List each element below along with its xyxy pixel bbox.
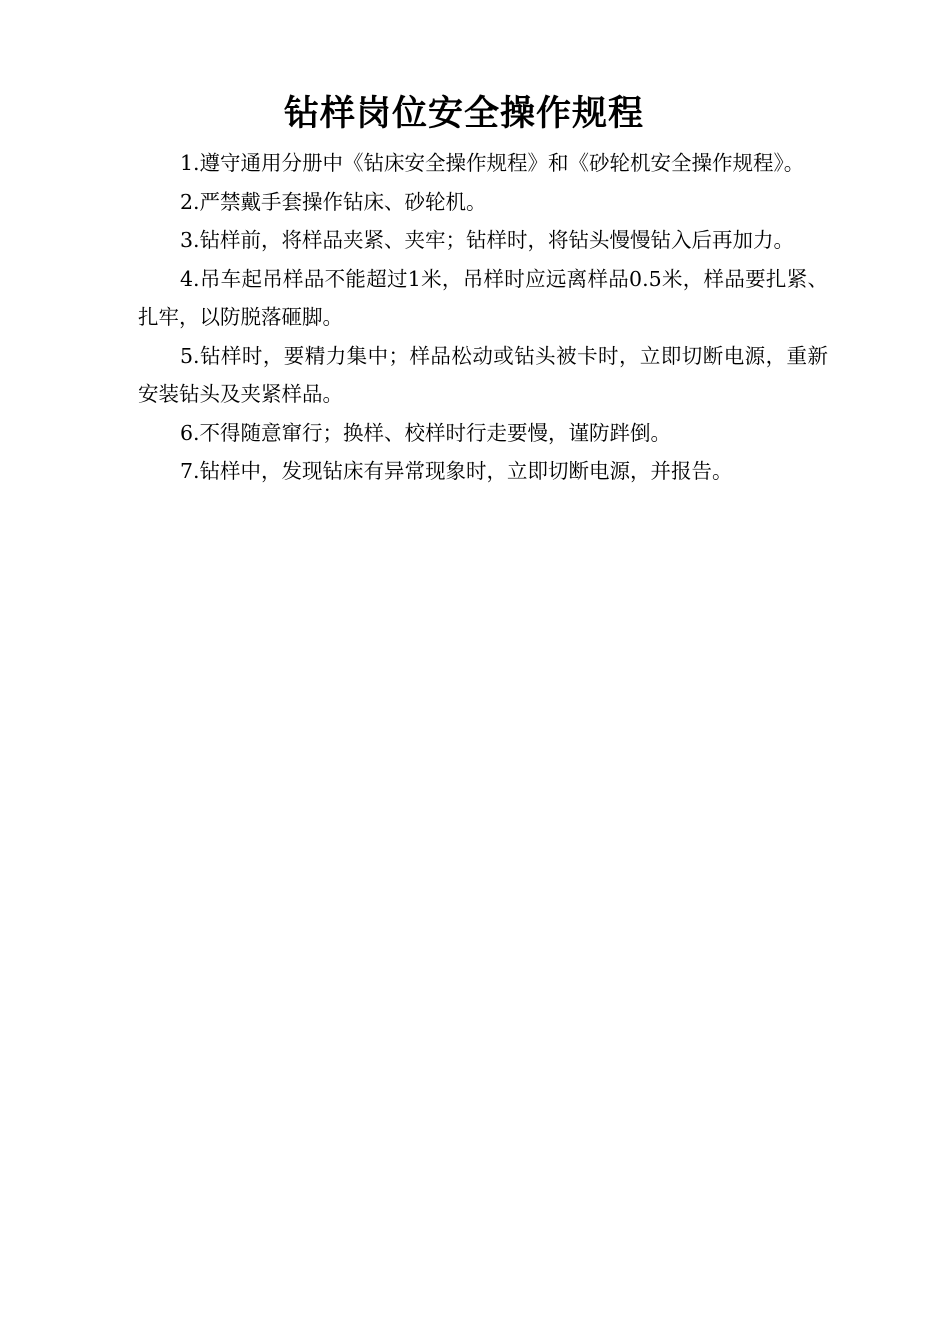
rule-paragraph-2: 2.严禁戴手套操作钻床、砂轮机。 <box>180 189 487 214</box>
rule-paragraph-7: 7.钻样中，发现钻床有异常现象时，立即切断电源，并报告。 <box>180 459 733 483</box>
rule-paragraph-3: 3.钻样前，将样品夹紧、夹牢；钻样时，将钻头慢慢钻入后再加力。 <box>180 228 795 252</box>
rule-paragraph-4: 4.吊车起吊样品不能超过1米，吊样时应远离样品0.5米，样品要扎紧、扎牢，以防脱落砸脚。 <box>138 266 828 329</box>
document-body <box>138 144 828 491</box>
rule-paragraph-5: 5.钻样时，要精力集中；样品松动或钻头被卡时，立即切断电源，重新安装钻头及夹紧样品。 <box>138 343 828 406</box>
rule-paragraph-1: 1.遵守通用分册中《钻床安全操作规程》和《砂轮机安全操作规程》。 <box>180 151 805 175</box>
rule-paragraph-6: 6.不得随意窜行；换样、校样时行走要慢，谨防跘倒。 <box>180 420 672 445</box>
document-title: 钻样岗位安全操作规程 <box>283 94 644 134</box>
